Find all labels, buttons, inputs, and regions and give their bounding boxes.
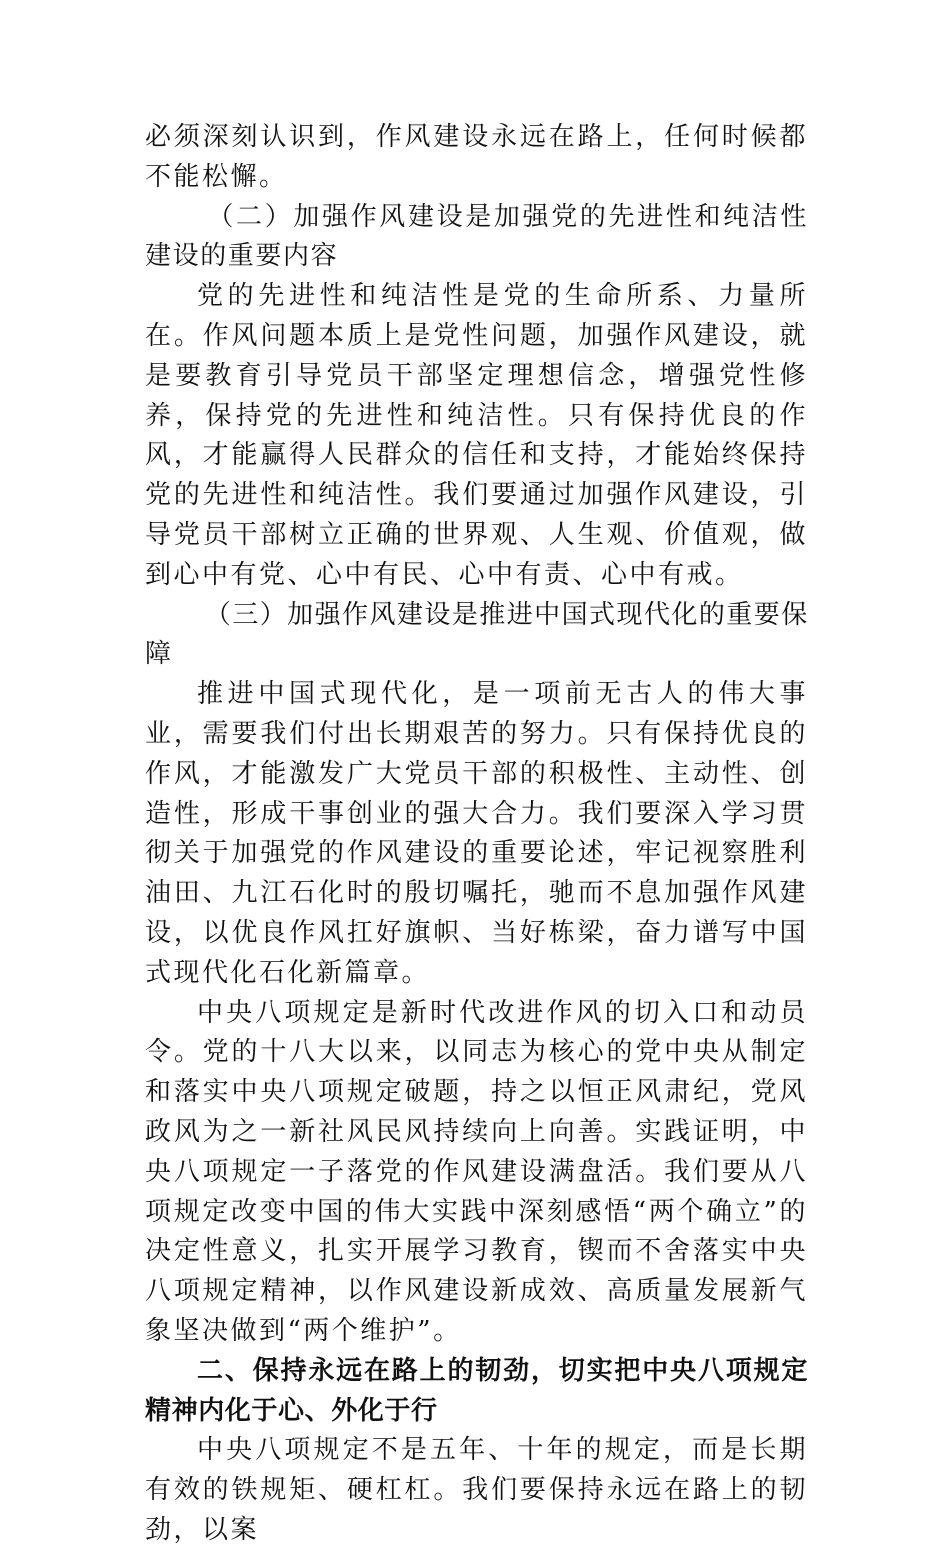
document-body bbox=[145, 118, 808, 1551]
body-paragraph: 推进中国式现代化，是一项前无古人的伟大事业，需要我们付出长期艰苦的努力。只有保持优良的作风，才能激发广大党员干部的积极性、主动性、创造性，形成干事创业的强大合力。我们要深入学习贯彻关于加强党的作风建设的重要论述，牢记视察胜利油田、九江石化时的殷切嘱托，驰而不息加强作风建设，以优良作风扛好旗帜、当好栋梁，奋力谱写中国式现代化石化新篇章。 bbox=[145, 679, 808, 988]
body-paragraph: 中央八项规定是新时代改进作风的切入口和动员令。党的十八大以来，以同志为核心的党中央从制定和落实中央八项规定破题，持之以恒正风肃纪，党风政风为之一新社风民风持续向上向善。实践证明，中央八项规定一子落党的作风建设满盘活。我们要从八项规定改变中国的伟大实践中深刻感悟“两个确立”的决定性意义，扎实开展学习教育，锲而不舍落实中央八项规定精神，以作风建设新成效、高质量发展新气象坚决做到“两个维护”。 bbox=[145, 997, 808, 1346]
body-paragraph-continuation: 必须深刻认识到，作风建设永远在路上，任何时候都不能松懈。 bbox=[145, 122, 808, 192]
sub-heading-three: （三）加强作风建设是推进中国式现代化的重要保障 bbox=[145, 599, 808, 670]
section-heading-two: 二、保持永远在路上的韧劲，切实把中央八项规定精神内化于心、外化于行 bbox=[145, 1355, 808, 1426]
body-paragraph: 中央八项规定不是五年、十年的规定，而是长期有效的铁规矩、硬杠杠。我们要保持永远在路上的韧劲，以案 bbox=[145, 1435, 808, 1545]
sub-heading-two: （二）加强作风建设是加强党的先进性和纯洁性建设的重要内容 bbox=[145, 201, 808, 272]
body-paragraph: 党的先进性和纯洁性是党的生命所系、力量所在。作风问题本质上是党性问题，加强作风建设，就是要教育引导党员干部坚定理想信念，增强党性修养，保持党的先进性和纯洁性。只有保持优良的作风，才能赢得人民群众的信任和支持，才能始终保持党的先进性和纯洁性。我们要通过加强作风建设，引导党员干部树立正确的世界观、人生观、价值观，做到心中有党、心中有民、心中有责、心中有戒。 bbox=[145, 281, 808, 590]
